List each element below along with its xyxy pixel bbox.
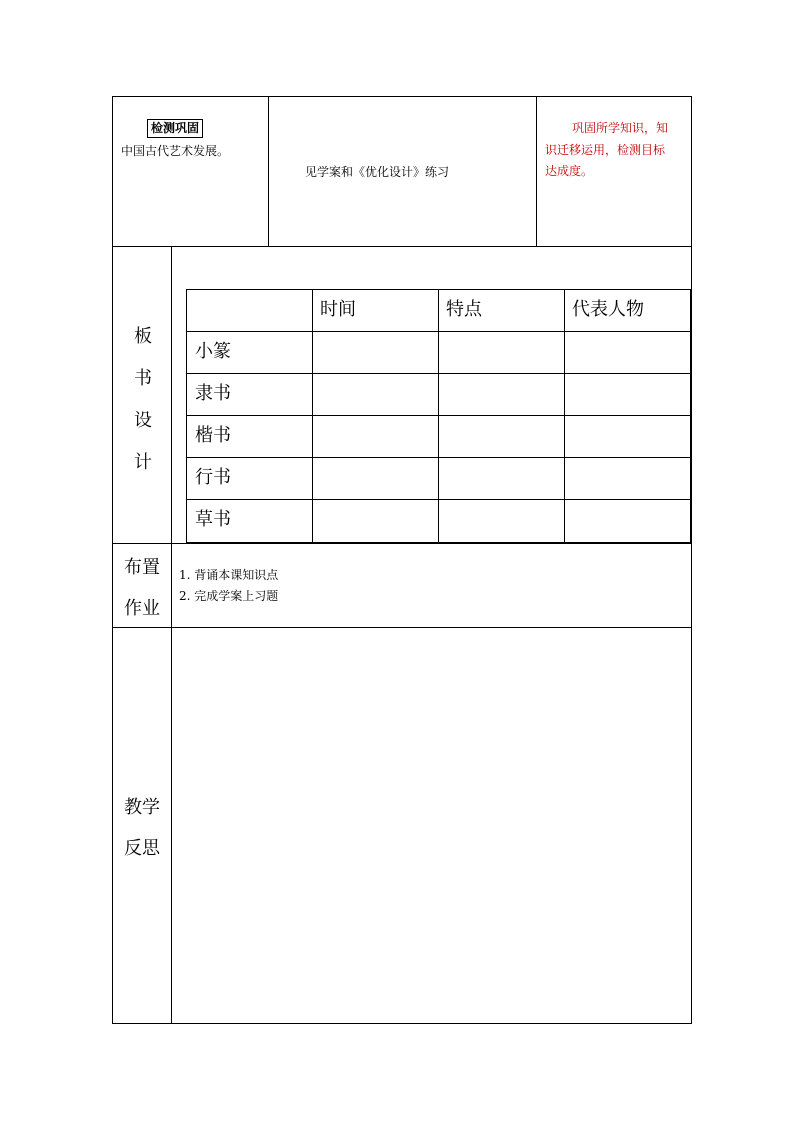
reflection-label-line-2: 反思 <box>124 838 160 859</box>
table-header-time: 时间 <box>320 299 356 320</box>
homework-label-line-1: 布置 <box>124 557 160 578</box>
top-col-divider-1 <box>268 96 269 246</box>
table-right-border <box>690 289 691 543</box>
row-divider-3 <box>112 627 692 628</box>
outer-bottom-border <box>112 1023 692 1024</box>
outer-top-border <box>112 96 692 97</box>
board-label-char-1: 板 <box>134 326 152 347</box>
top-col-divider-2 <box>536 96 537 246</box>
table-header-features: 特点 <box>446 299 482 320</box>
practice-text: 见学案和《优化设计》练习 <box>305 165 450 179</box>
table-row-label: 小篆 <box>195 341 231 362</box>
goal-line-1: 巩固所学知识，知 <box>572 121 669 135</box>
table-col-line-3 <box>564 289 565 543</box>
outer-right-border <box>691 96 692 1024</box>
goal-line-3: 达成度。 <box>545 164 594 178</box>
board-label-char-3: 设 <box>134 410 152 431</box>
table-left-border <box>186 289 187 543</box>
table-header-representatives: 代表人物 <box>572 299 644 320</box>
row-divider-1 <box>112 246 692 247</box>
table-row-label: 草书 <box>195 509 231 530</box>
homework-item-1: 1. 背诵本课知识点 <box>179 568 279 582</box>
table-row-label: 隶书 <box>195 383 231 404</box>
outer-left-border <box>112 96 113 1024</box>
section-badge: 检测巩固 <box>147 119 203 138</box>
table-row-label: 行书 <box>195 467 231 488</box>
board-label-char-2: 书 <box>134 368 152 389</box>
table-col-line-1 <box>312 289 313 543</box>
table-col-line-2 <box>438 289 439 543</box>
reflection-label-line-1: 教学 <box>124 797 160 818</box>
homework-item-2: 2. 完成学案上习题 <box>179 589 279 603</box>
label-col-divider <box>171 246 172 1024</box>
board-label-char-4: 计 <box>134 452 152 473</box>
goal-line-2: 识迁移运用，检测目标 <box>545 143 666 157</box>
homework-label-line-2: 作业 <box>124 598 160 619</box>
section-subtitle: 中国古代艺术发展。 <box>121 144 230 158</box>
reflection-writing-area[interactable] <box>173 629 690 1022</box>
table-row-label: 楷书 <box>195 425 231 446</box>
